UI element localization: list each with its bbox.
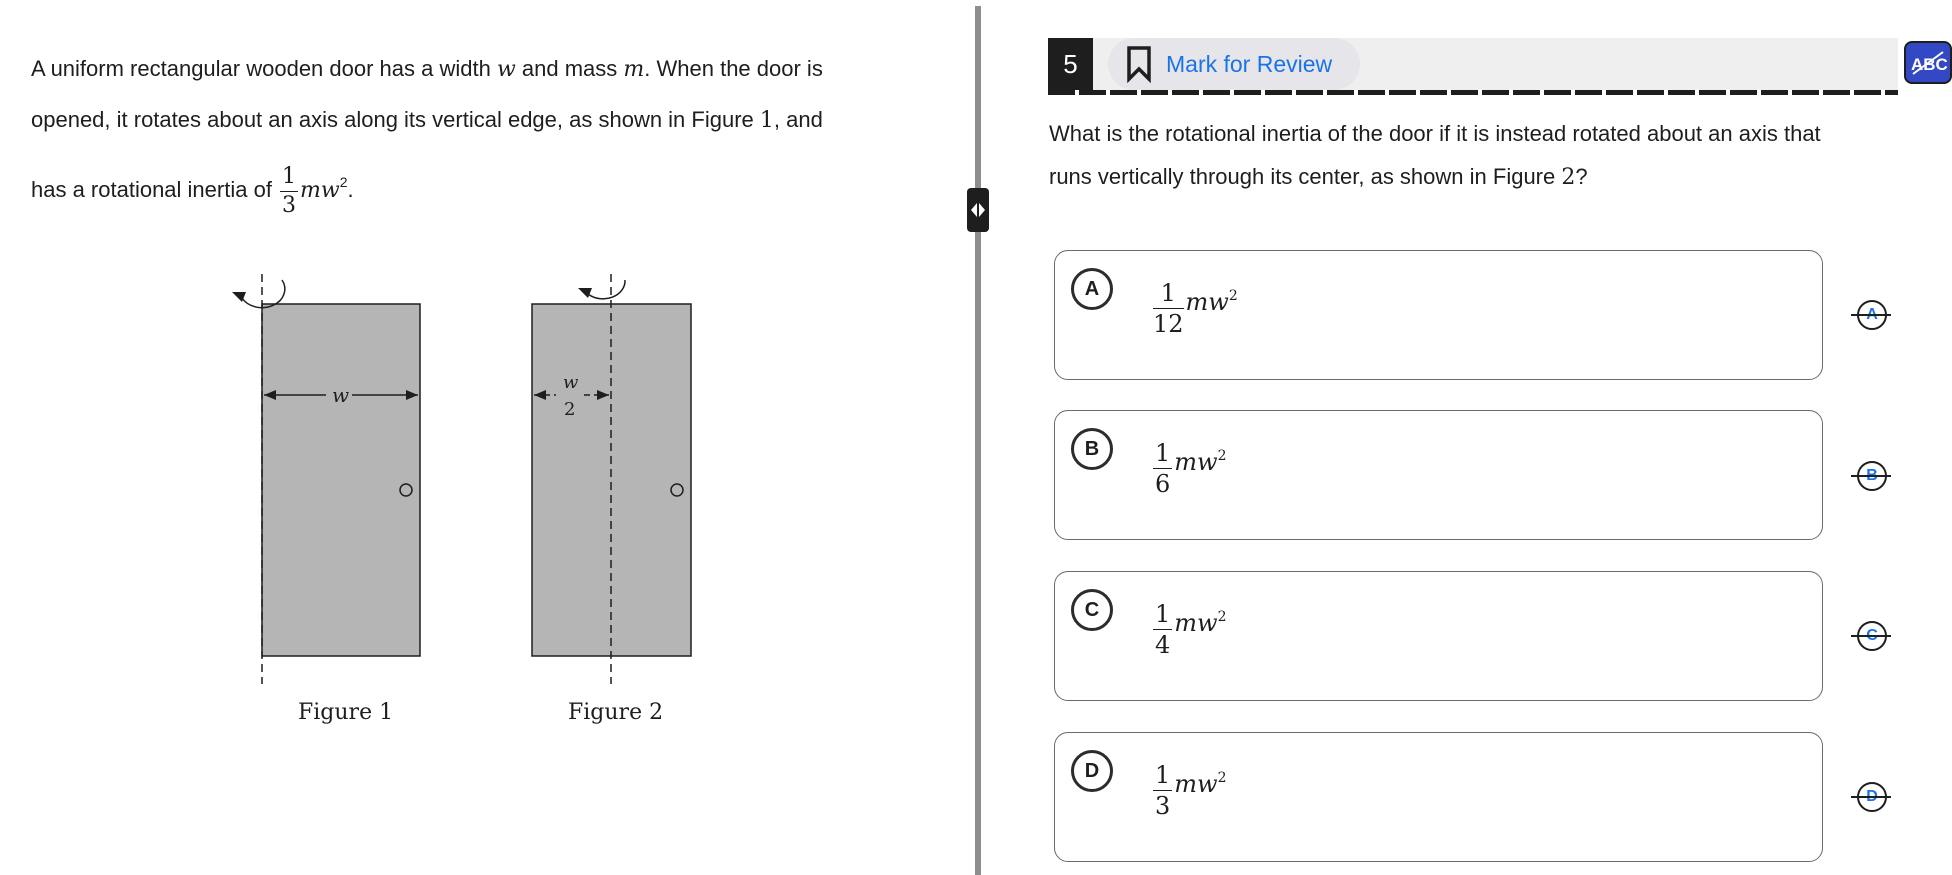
eliminate-option-b-button[interactable]: [1853, 461, 1883, 491]
numerator: 1: [1155, 439, 1171, 467]
expression: [1174, 770, 1226, 798]
text: , and: [773, 107, 823, 132]
door-diagram: [220, 270, 740, 690]
denominator: 4: [1155, 631, 1171, 659]
eliminate-option-a-button[interactable]: [1853, 300, 1883, 330]
exponent: 2: [1217, 447, 1227, 464]
answer-option-a[interactable]: [1054, 250, 1823, 380]
text: runs vertically through its center, as shown in Figure: [1049, 164, 1562, 189]
denominator: 3: [282, 192, 297, 218]
var-w: w: [496, 57, 516, 82]
question-line-1: What is the rotational inertia of the door if it is instead rotated about an axis that: [1049, 121, 1821, 146]
half-width-num: w: [563, 372, 579, 393]
expression: [1186, 288, 1238, 316]
figure-1-door: [232, 274, 420, 684]
exponent: 2: [1228, 287, 1238, 304]
exponent: 2: [1217, 608, 1227, 625]
option-letter: B: [1071, 428, 1113, 470]
width-label: w: [332, 383, 350, 407]
passage-line-2: [31, 95, 911, 146]
option-content: [1151, 281, 1238, 336]
option-letter: A: [1071, 268, 1113, 310]
fraction: [1153, 763, 1172, 818]
half-width-den: 2: [564, 399, 576, 420]
expression: [1174, 609, 1226, 637]
question-number: 5: [1048, 38, 1093, 90]
option-content: [1151, 441, 1227, 496]
strike-line: [1851, 635, 1891, 637]
text: ?: [1575, 164, 1588, 189]
question-stem: [1049, 112, 1909, 199]
text: and mass: [515, 56, 624, 81]
figure-ref: 2: [1561, 165, 1576, 190]
expr-base: mw: [1174, 769, 1218, 798]
answer-option-d[interactable]: [1054, 732, 1823, 862]
option-content: [1151, 602, 1227, 657]
expr-base: mw: [1174, 608, 1218, 637]
var-m: m: [623, 57, 645, 82]
pane-divider[interactable]: [975, 6, 981, 875]
resize-arrows-icon: [970, 201, 986, 219]
strike-line: [1851, 314, 1891, 316]
header-dashed-rule: [1048, 90, 1898, 95]
mark-for-review-button[interactable]: [1108, 38, 1360, 90]
expr-base: mw: [1185, 287, 1229, 316]
passage-line-1: [31, 44, 911, 95]
figure-ref: 1: [759, 108, 774, 133]
fraction: [1153, 441, 1172, 496]
figure-1-caption: Figure 1: [298, 700, 394, 725]
text: A uniform rectangular wooden door has a width: [31, 56, 497, 81]
numerator: 1: [1155, 600, 1171, 628]
exponent: 2: [339, 174, 348, 190]
option-letter: C: [1071, 589, 1113, 631]
eliminate-option-d-button[interactable]: [1853, 782, 1883, 812]
text: . When the door is: [644, 56, 823, 81]
option-content: [1151, 763, 1227, 818]
strike-line: [1851, 796, 1891, 798]
numerator: 1: [1153, 281, 1184, 309]
numerator: 1: [280, 166, 298, 192]
figure-2-door: [532, 274, 691, 684]
expression: [1174, 448, 1226, 476]
door-figures: [220, 270, 740, 740]
eliminate-option-c-button[interactable]: [1853, 621, 1883, 651]
answer-eliminator-toggle[interactable]: [1904, 41, 1952, 84]
strike-line: [1851, 475, 1891, 477]
numerator: 1: [1155, 761, 1171, 789]
answer-option-c[interactable]: [1054, 571, 1823, 701]
fraction: [1153, 281, 1184, 336]
denominator: 6: [1155, 470, 1171, 498]
fraction: [280, 163, 298, 218]
denominator: 3: [1155, 792, 1171, 820]
mark-for-review-label: Mark for Review: [1166, 50, 1333, 77]
passage-line-3: [31, 152, 911, 221]
expression: mw: [300, 178, 340, 203]
figure-2-caption: Figure 2: [568, 700, 664, 725]
answer-option-b[interactable]: [1054, 410, 1823, 540]
bookmark-icon: [1126, 46, 1152, 82]
denominator: 12: [1153, 310, 1184, 338]
svg-text:ABC: ABC: [1911, 54, 1948, 74]
passage-pane: [0, 0, 975, 875]
exponent: 2: [1217, 769, 1227, 786]
expr-base: mw: [1174, 447, 1218, 476]
abc-strikethrough-icon: [1909, 49, 1947, 77]
text: opened, it rotates about an axis along its vertical edge, as shown in Figure: [31, 107, 760, 132]
fraction: [1153, 602, 1172, 657]
question-line-2: [1049, 155, 1909, 199]
question-header: [1048, 38, 1948, 90]
text: .: [347, 177, 354, 202]
text: has a rotational inertia of: [31, 177, 279, 202]
option-letter: D: [1071, 750, 1113, 792]
question-pane: [985, 0, 1948, 875]
passage-text: [31, 44, 911, 221]
